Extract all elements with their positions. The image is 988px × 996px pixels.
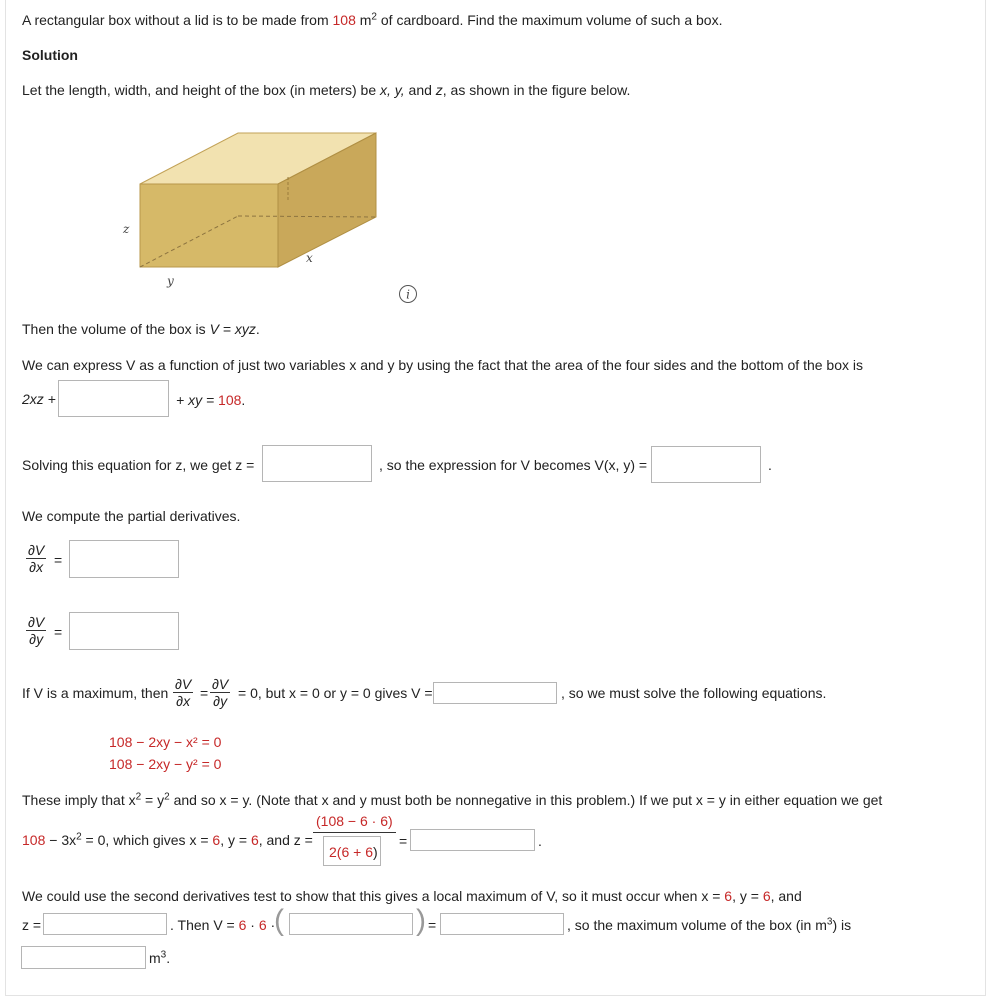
label-y: y (167, 274, 174, 288)
final-product-input[interactable] (289, 913, 413, 935)
final-z-input[interactable] (43, 913, 167, 935)
box-figure (110, 125, 430, 310)
solution-heading: Solution (22, 47, 78, 63)
z-value-end: . (538, 833, 542, 849)
dvdx-fraction: $\frac{\partial V}{\partial x}$ (28, 542, 45, 575)
dvdy-input[interactable] (69, 612, 179, 650)
max-line-prefix: If V is a maximum, then (22, 685, 169, 701)
intro-text: Let the length, width, and height of the box (in meters) be x, y, and z, as shown in the figure below. (22, 82, 631, 98)
partials-intro: We compute the partial derivatives. (22, 508, 241, 524)
v-expression-input[interactable] (651, 446, 761, 483)
max-dvdy-fraction: $\frac{\partial V}{\partial y}$ (212, 676, 229, 709)
second-deriv-line: We could use the second derivatives test to show that this gives a local maximum of V, so it must occur when x = 6, y = 6, and (22, 888, 802, 904)
area-eq-left: 2xz + (22, 391, 56, 407)
imply-line: These imply that $x^2 = y^2$ and so x = y. (Note that x and y must both be nonnegative in this problem.) If we put x = y in either equation we get (22, 791, 883, 808)
dvdx-input[interactable] (69, 540, 179, 578)
z-expression-input[interactable] (262, 445, 372, 482)
z-fraction-denominator: 2(6 + 6) (329, 844, 378, 860)
v-expression-end: . (768, 457, 772, 473)
max-volume-input[interactable] (21, 946, 146, 969)
z-fraction-numerator: (108 − 6 · 6) (316, 813, 393, 829)
dvdy-equals: = (54, 624, 63, 640)
v-zero-input[interactable] (433, 682, 557, 704)
equation-1: 108 − 2xy − x² = 0 (109, 734, 222, 750)
v-expression-text: , so the expression for V becomes V(x, y) = (379, 457, 648, 473)
dvdx-equals: = (54, 552, 63, 568)
area-eq-right: + xy = 108. (176, 392, 246, 408)
box-front-face (140, 184, 278, 267)
final-suffix: , so the maximum volume of the box (in $m^3$) is (567, 916, 852, 933)
label-z: z (123, 222, 130, 236)
final-volume-input[interactable] (440, 913, 564, 935)
z-fraction-equals: = (399, 833, 408, 849)
open-paren: ( (274, 904, 284, 937)
problem-statement: A rectangular box without a lid is to be made from 108 $m^2$ of cardboard. Find the maximum volume of such a box. (22, 11, 723, 28)
dvdy-fraction: $\frac{\partial V}{\partial y}$ (28, 614, 45, 647)
svg-text:i: i (406, 287, 410, 302)
info-icon[interactable] (398, 284, 418, 304)
final-then: . Then V = 6 · 6 · (170, 917, 276, 933)
solve-z-text: Solving this equation for z, we get z = (22, 457, 255, 473)
result-line: $108 - 3x^2 = 0$, which gives x = 6, y = 6, and z = (22, 831, 313, 848)
max-dvdx-fraction: $\frac{\partial V}{\partial x}$ (175, 676, 192, 709)
area-eq-input[interactable] (58, 380, 169, 417)
volume-line: Then the volume of the box is V = xyz. (22, 321, 260, 337)
max-volume-unit: $m^3$. (149, 949, 171, 966)
equation-2: 108 − 2xy − y² = 0 (109, 756, 222, 772)
close-paren: ) (416, 904, 426, 937)
max-equals: = (200, 685, 209, 701)
max-line-suffix: , so we must solve the following equations. (561, 685, 827, 701)
z-value-input[interactable] (410, 829, 535, 851)
express-line: We can express V as a function of just two variables x and y by using the fact that the area of the four sides and the bottom of the box is (22, 357, 863, 373)
final-equals: = (428, 917, 437, 933)
max-line-after: = 0, but x = 0 or y = 0 gives V = (238, 685, 433, 701)
label-x: x (306, 251, 313, 265)
final-z-label: z = (22, 917, 42, 933)
z-fraction-bar (313, 832, 396, 833)
